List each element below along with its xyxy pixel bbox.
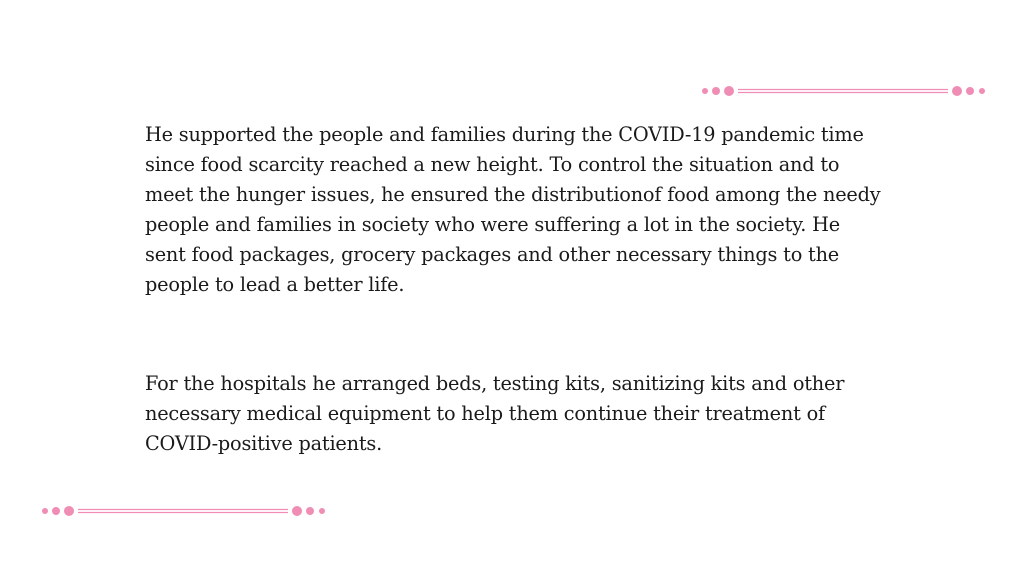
body-paragraph-1: He supported the people and families during the COVID-19 pandemic time since food scarcity reached a new height. To control the situation and to meet the hunger issues, he ensured the distributionof food among the needy people and families in society who were suffering a lot in the society. He sent food packages, grocery packages and other necessary things to the people to lead a better life. <box>145 123 881 296</box>
dotted-line-ornament-icon <box>700 86 988 96</box>
body-paragraph-2: For the hospitals he arranged beds, testing kits, sanitizing kits and other necessary medical equipment to help them continue their treatment of COVID-positive patients. <box>145 372 845 455</box>
top-ornament-divider <box>700 86 988 96</box>
dotted-line-ornament-icon <box>40 506 328 516</box>
bottom-ornament-divider <box>40 506 328 516</box>
